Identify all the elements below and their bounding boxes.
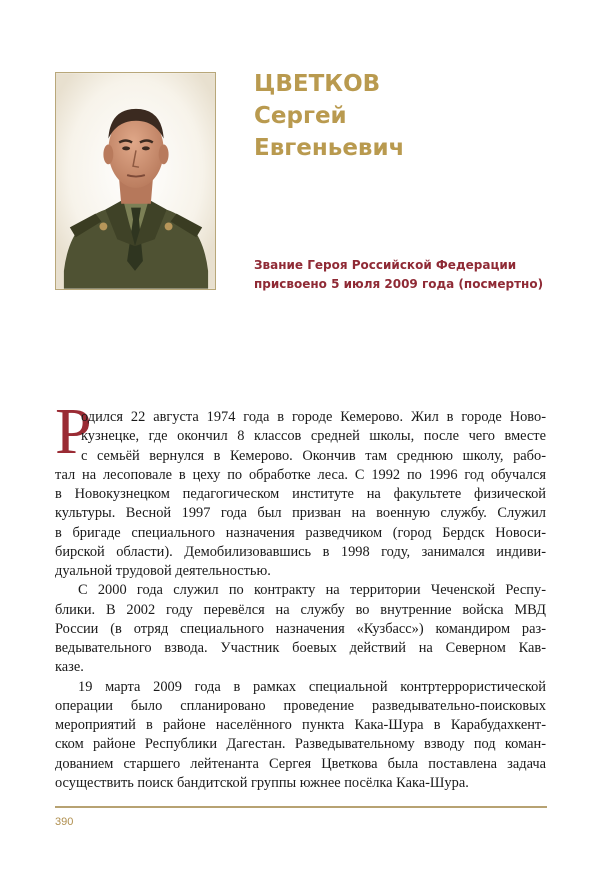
text-line: дуальной трудовой деятельностью. bbox=[55, 563, 271, 579]
page-number: 390 bbox=[55, 816, 74, 828]
award-line-2: присвоено 5 июля 2009 года (посмертно) bbox=[254, 277, 544, 291]
text-line: одился 22 августа 1974 года в городе Кемерово. Жил в городе Ново- bbox=[81, 409, 546, 425]
hero-first-name: Сергей bbox=[254, 103, 347, 129]
text-line: России (в отряд специального назначения «Кузбасс») командиром раз- bbox=[55, 620, 546, 637]
text-line: 19 марта 2009 года в рамках специальной контртеррористической bbox=[78, 678, 546, 695]
soldier-portrait-image bbox=[56, 73, 215, 289]
text-line: блики. В 2002 году перевёлся на службу во внутренние войска МВД bbox=[55, 601, 546, 618]
text-line: казе. bbox=[55, 659, 84, 676]
award-note bbox=[254, 256, 543, 294]
text-line: ведывательного взвода. Участник боевых действий на Северном Кав- bbox=[55, 640, 546, 656]
text-line: в бригаде специального назначения разведчиком (город Бердск Новоси- bbox=[55, 524, 546, 541]
drop-cap: Р bbox=[55, 395, 92, 468]
text-line: операции было спланировано проведение разведывательно-поисковых bbox=[55, 697, 546, 714]
hero-patronymic: Евгеньевич bbox=[254, 135, 405, 161]
text-line: дованием старшего лейтенанта Сергея Цветкова была поставлена задача bbox=[55, 755, 546, 772]
text-line: кузнецке, где окончил 8 классов средней школы, после чего вместе bbox=[81, 428, 546, 445]
text-line: в Новокузнецком педагогическом институте на факультете физической bbox=[55, 486, 546, 502]
hero-portrait bbox=[55, 72, 216, 290]
text-line: осуществить поиск бандитской группы южнее посёлка Кака-Шура. bbox=[55, 774, 469, 791]
hero-surname: ЦВЕТКОВ bbox=[254, 71, 381, 97]
biography-text bbox=[55, 408, 546, 793]
text-line: с семьёй вернулся в Кемерово. Окончив там среднюю школу, рабо- bbox=[81, 447, 546, 464]
text-line: бирской области). Демобилизовавшись в 1998 году, занимался индиви- bbox=[55, 543, 546, 560]
text-line: ском районе Республики Дагестан. Разведывательному взводу под коман- bbox=[55, 736, 546, 753]
text-line: культуры. Весной 1997 года был призван на военную службу. Служил bbox=[55, 505, 546, 522]
text-line: мероприятий в районе населённого пункта Кака-Шура в Карабудахкент- bbox=[55, 717, 546, 733]
hero-name bbox=[254, 68, 404, 164]
award-line-1: Звание Героя Российской Федерации bbox=[254, 258, 517, 272]
footer-rule bbox=[55, 806, 547, 808]
text-line: С 2000 года служил по контракту на территории Чеченской Респу- bbox=[78, 582, 546, 599]
text-line: тал на лесоповале в цеху по обработке леса. С 1992 по 1996 год обучался bbox=[55, 466, 546, 483]
